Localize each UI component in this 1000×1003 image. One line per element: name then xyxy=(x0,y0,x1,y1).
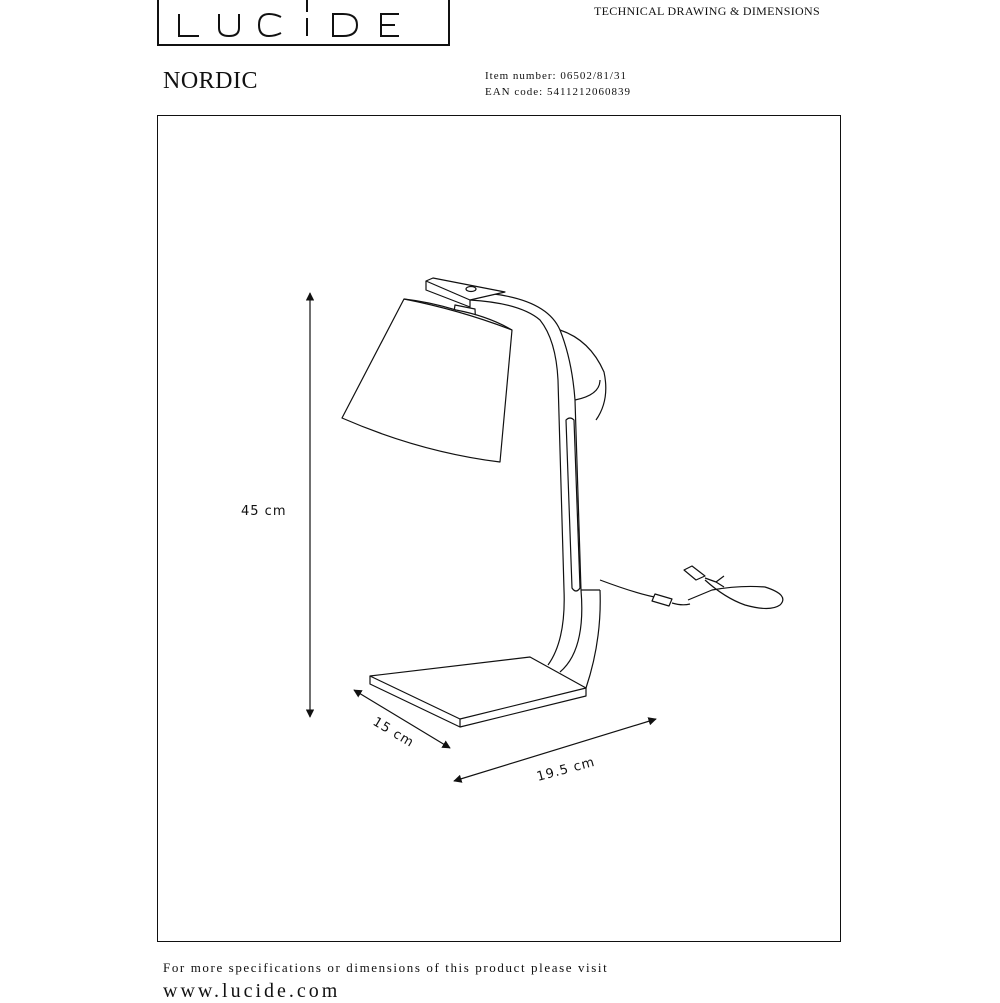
footer-note: For more specifications or dimensions of this product please visit xyxy=(163,960,609,975)
item-number-value: 06502/81/31 xyxy=(560,70,627,82)
depth-dimension-label: 15 cm xyxy=(369,714,417,751)
height-dimension-label: 45 cm xyxy=(241,504,287,519)
product-name: NORDIC xyxy=(163,68,259,94)
width-dimension-label: 19.5 cm xyxy=(535,754,597,785)
lamp-shade xyxy=(342,299,512,462)
item-number-label: Item number: xyxy=(485,70,557,82)
lamp-base xyxy=(370,657,586,727)
footer-website-link[interactable]: www.lucide.com xyxy=(163,980,341,1002)
document-heading: TECHNICAL DRAWING & DIMENSIONS xyxy=(594,4,820,18)
ean-value: 5411212060839 xyxy=(546,86,632,98)
lamp-cable xyxy=(600,566,783,609)
ean-label: EAN code: xyxy=(485,86,544,98)
